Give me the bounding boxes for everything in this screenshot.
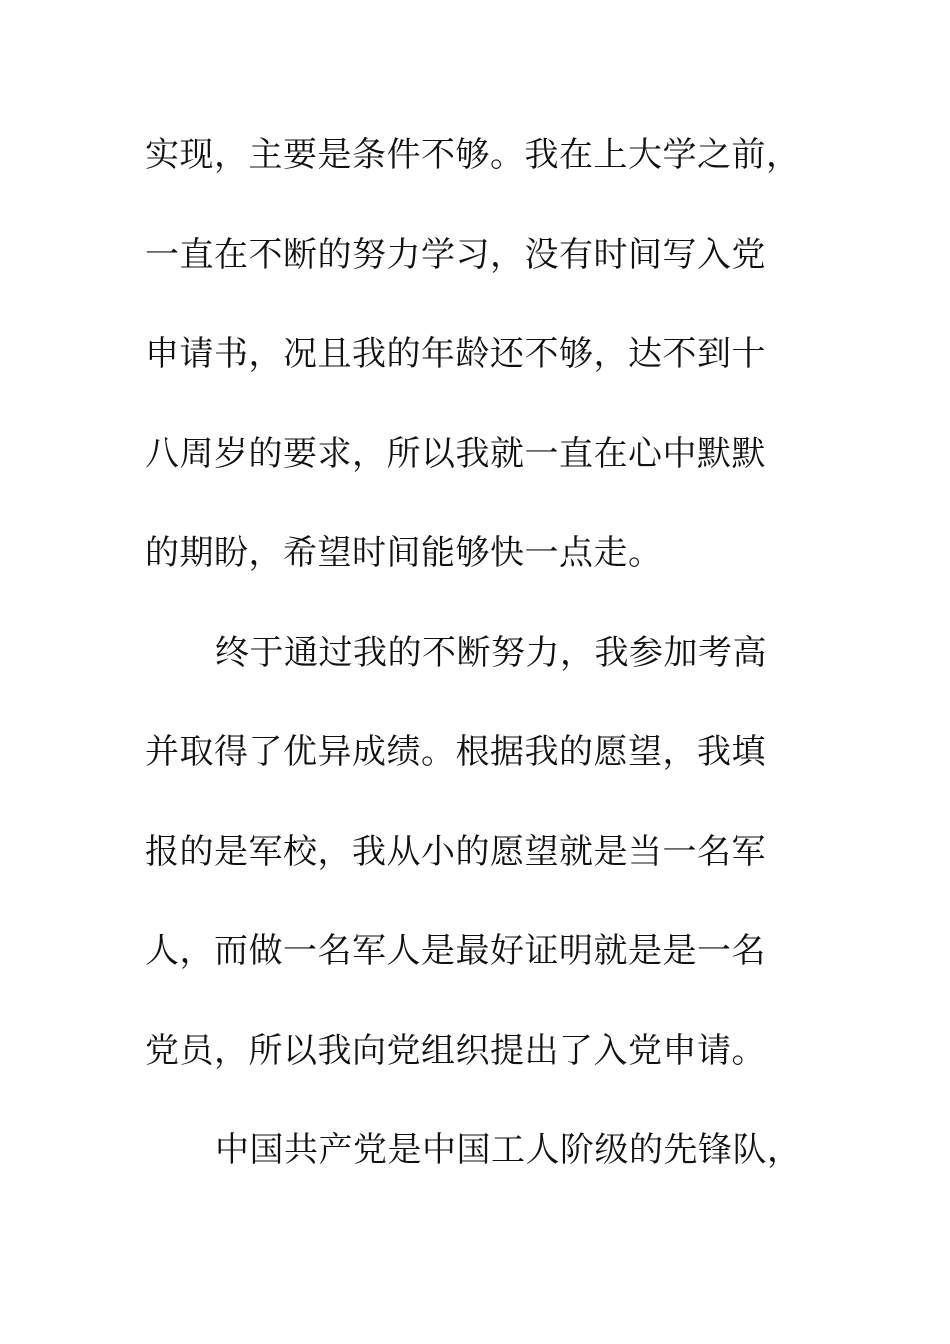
text-line-10: 党员，所以我向党组织提出了入党申请。 — [145, 1030, 766, 1071]
text-line-4: 八周岁的要求，所以我就一直在心中默默 — [145, 433, 766, 474]
paragraph-start-line-6: 终于通过我的不断努力，我参加考高 — [215, 632, 767, 673]
text-line-1: 实现，主要是条件不够。我在上大学之前， — [145, 135, 801, 175]
paragraph-start-line-11: 中国共产党是中国工人阶级的先锋队， — [215, 1130, 802, 1170]
text-line-9: 人，而做一名军人是最好证明就是是一名 — [145, 931, 766, 971]
text-line-2: 一直在不断的努力学习，没有时间写入党 — [145, 234, 766, 275]
text-line-3: 申请书，况且我的年龄还不够，达不到十 — [145, 334, 766, 374]
text-line-7: 并取得了优异成绩。根据我的愿望，我填 — [145, 732, 766, 772]
body-text — [145, 125, 825, 1220]
text-line-5: 的期盼，希望时间能够快一点走。 — [145, 533, 663, 573]
text-line-8: 报的是军校，我从小的愿望就是当一名军 — [145, 831, 766, 872]
